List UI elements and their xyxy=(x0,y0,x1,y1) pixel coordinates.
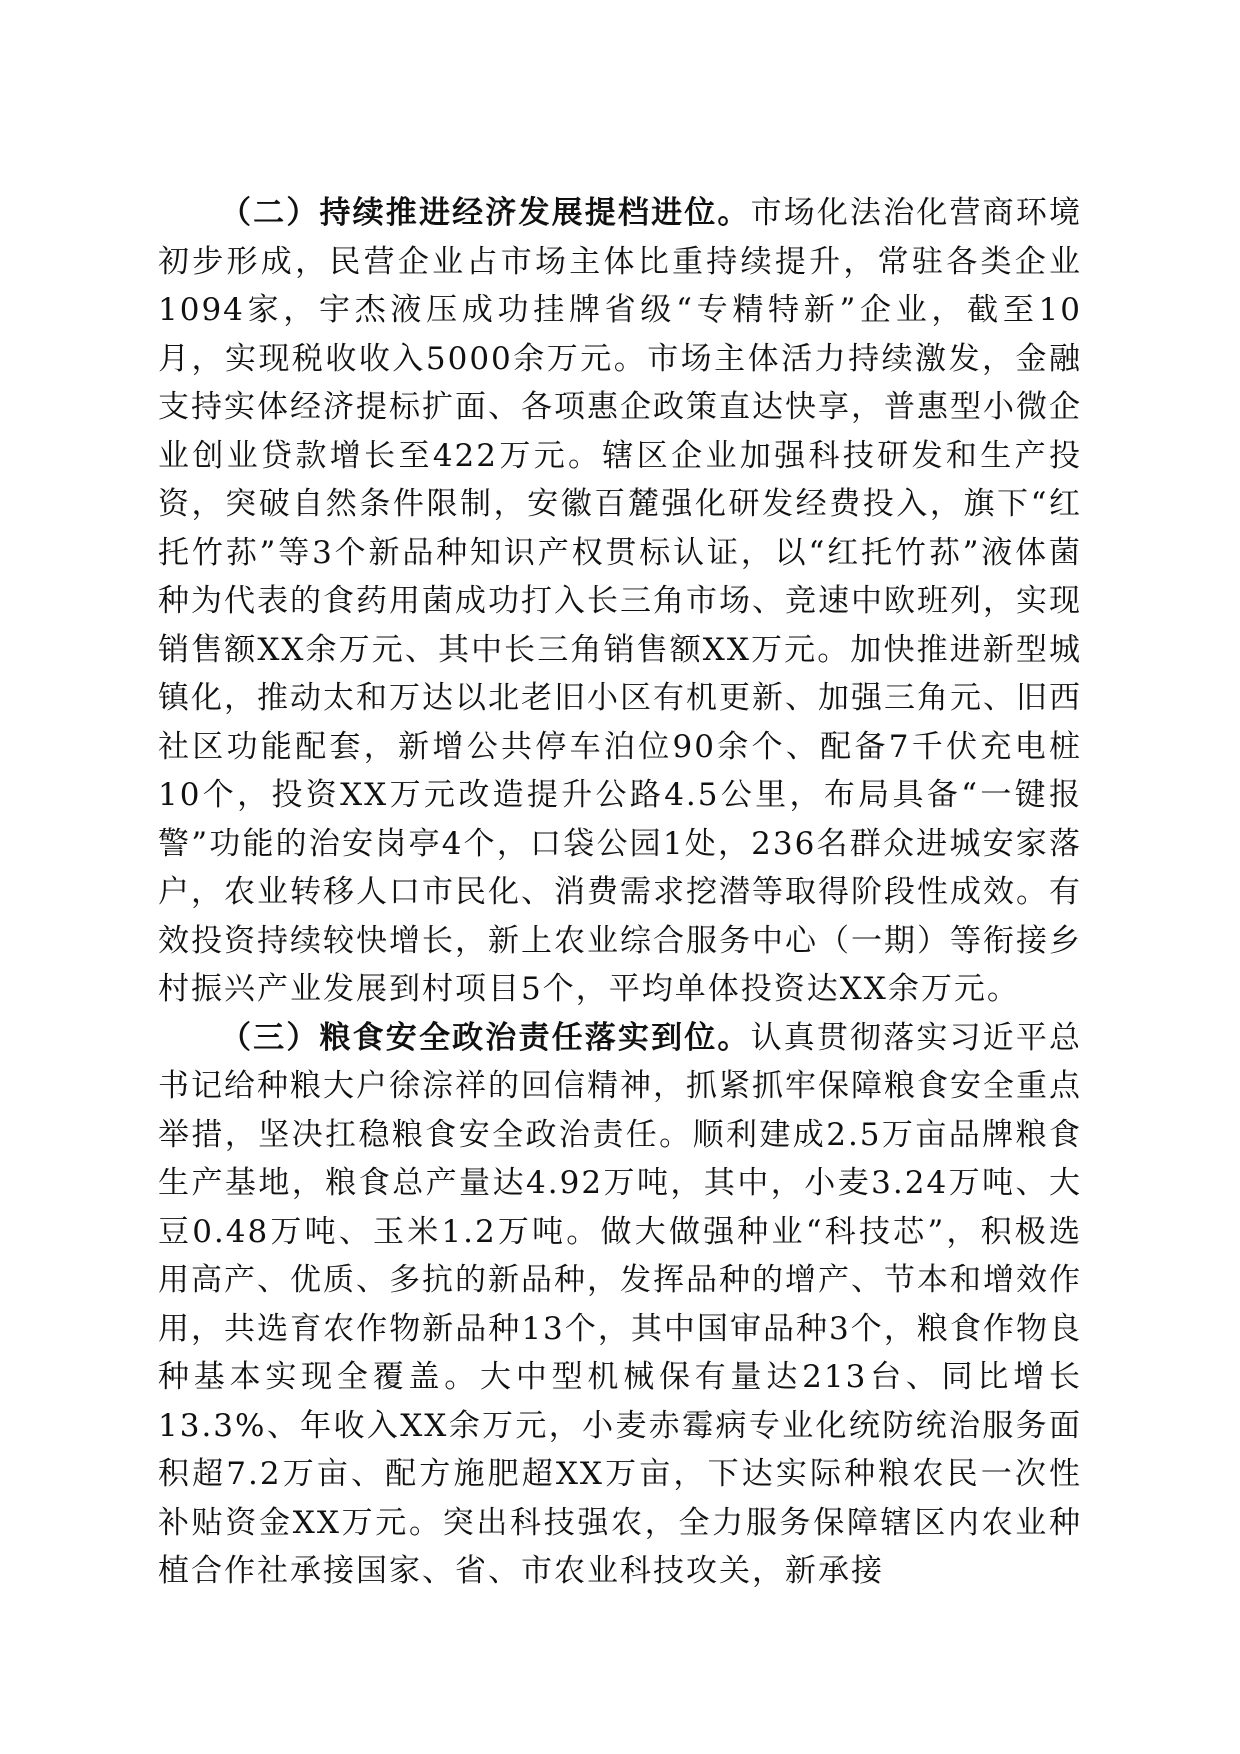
section-heading-2: （二）持续推进经济发展提档进位。 xyxy=(220,195,751,231)
paragraph-food-security xyxy=(158,1014,1082,1596)
document-body xyxy=(158,189,1082,1596)
section-heading-3: （三）粮食安全政治责任落实到位。 xyxy=(220,1019,751,1056)
paragraph-text: 认真贯彻落实习近平总书记给种粮大户徐淙祥的回信精神，抓紧抓牢保障粮食安全重点举措，坚决扛稳粮食安全政治责任。顺利建成2.5万亩品牌粮食生产基地，粮食总产量达4.92万吨，其中，小麦3.24万吨、大豆0.48万吨、玉米1.2万吨。做大做强种业“科技芯”，积极选用高产、优质、多抗的新品种，发挥品种的增产、节本和增效作用，共选育农作物新品种13个，其中国审品种3个，粮食作物良种基本实现全覆盖。大中型机械保有量达213台、同比增长13.3%、年收入XX余万元，小麦赤霉病专业化统防统治服务面积超7.2万亩、配方施肥超XX万亩，下达实际种粮农民一次性补贴资金XX万元。突出科技强农，全力服务保障辖区内农业种植合作社承接国家、省、市农业科技攻关，新承接 xyxy=(158,1019,1083,1589)
paragraph-text: 市场化法治化营商环境初步形成，民营企业占市场主体比重持续提升，常驻各类企业1094家，宇杰液压成功挂牌省级“专精特新”企业，截至10月，实现税收收入5000余万元。市场主体活力持续激发，金融支持实体经济提标扩面、各项惠企政策直达快享，普惠型小微企业创业贷款增长至422万元。辖区企业加强科技研发和生产投资，突破自然条件限制，安徽百麓强化研发经费投入，旗下“红托竹荪”等3个新品种知识产权贯标认证，以“红托竹荪”液体菌种为代表的食药用菌成功打入长三角市场、竞速中欧班列，实现销售额XX余万元、其中长三角销售额XX万元。加快推进新型城镇化，推动太和万达以北老旧小区有机更新、加强三角元、旧西社区功能配套，新增公共停车泊位90余个、配备7千伏充电桩10个，投资XX万元改造提升公路4.5公里，布局具备“一键报警”功能的治安岗亭4个，口袋公园1处，236名群众进城安家落户，农业转移人口市民化、消费需求挖潜等取得阶段性成效。有效投资持续较快增长，新上农业综合服务中心（一期）等衔接乡村振兴产业发展到村项目5个，平均单体投资达XX余万元。 xyxy=(158,195,1083,1007)
paragraph-economic-development xyxy=(158,189,1082,1014)
